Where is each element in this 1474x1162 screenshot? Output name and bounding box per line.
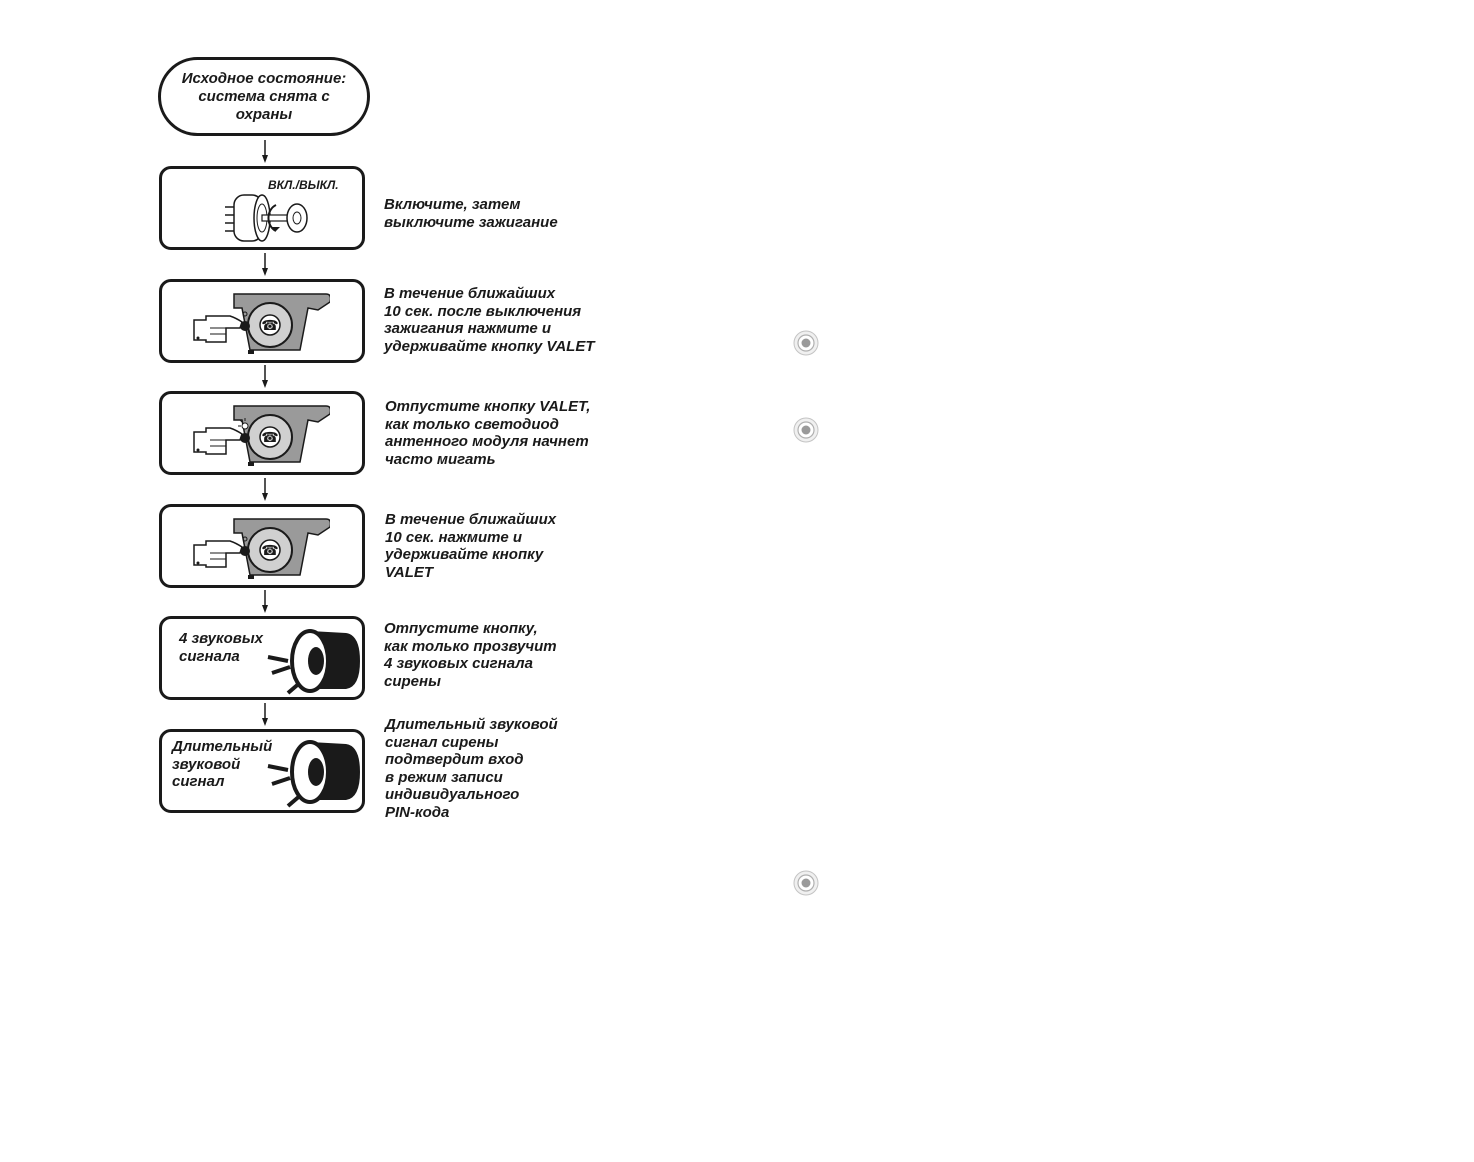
step-1-box: [159, 166, 365, 250]
antenna-module-hand-icon: [190, 513, 330, 583]
siren-icon: [266, 623, 362, 699]
start-state-box: [158, 57, 370, 136]
flow-arrow: [262, 478, 268, 502]
step-3-box: [159, 391, 365, 475]
flow-arrow: [262, 590, 268, 614]
ignition-label: ВКЛ./ВЫКЛ.: [268, 178, 339, 192]
antenna-module-hand-icon: [190, 288, 330, 358]
step-6-description: Длительный звуковой сигнал сирены подтвердит вход в режим записи индивидуального PIN-кода: [385, 716, 558, 821]
svg-text:☎: ☎: [261, 318, 279, 334]
registration-mark-icon: [793, 417, 819, 443]
registration-mark-icon: [793, 870, 819, 896]
step-2-description: В течение ближайших 10 сек. после выключения зажигания нажмите и удерживайте кнопку VALET: [384, 285, 595, 355]
step-6-box: [159, 729, 365, 813]
step-5-box: [159, 616, 365, 700]
flow-arrow: [262, 365, 268, 389]
beeps-label: 4 звуковых сигнала: [179, 630, 263, 665]
step-5-description: Отпустите кнопку, как только прозвучит 4 звуковых сигнала сирены: [384, 620, 557, 690]
step-1-description: Включите, затем выключите зажигание: [384, 196, 558, 231]
start-state-text: Исходное состояние: система снята с охраны: [181, 69, 347, 123]
step-4-description: В течение ближайших 10 сек. нажмите и удерживайте кнопку VALET: [385, 511, 557, 581]
long-signal-label: Длительный звуковой сигнал: [172, 738, 273, 791]
step-2-box: [159, 279, 365, 363]
step-4-box: [159, 504, 365, 588]
svg-text:☎: ☎: [261, 543, 279, 559]
flow-arrow: [262, 703, 268, 727]
antenna-module-led-icon: [190, 400, 330, 470]
flow-arrow: [262, 140, 268, 164]
step-3-description: Отпустите кнопку VALET, как только светодиод антенного модуля начнет часто мигать: [385, 398, 591, 468]
siren-icon: [266, 736, 362, 812]
svg-text:☎: ☎: [261, 430, 279, 446]
flow-arrow: [262, 253, 268, 277]
registration-mark-icon: [793, 330, 819, 356]
ignition-key-icon: [220, 189, 320, 247]
